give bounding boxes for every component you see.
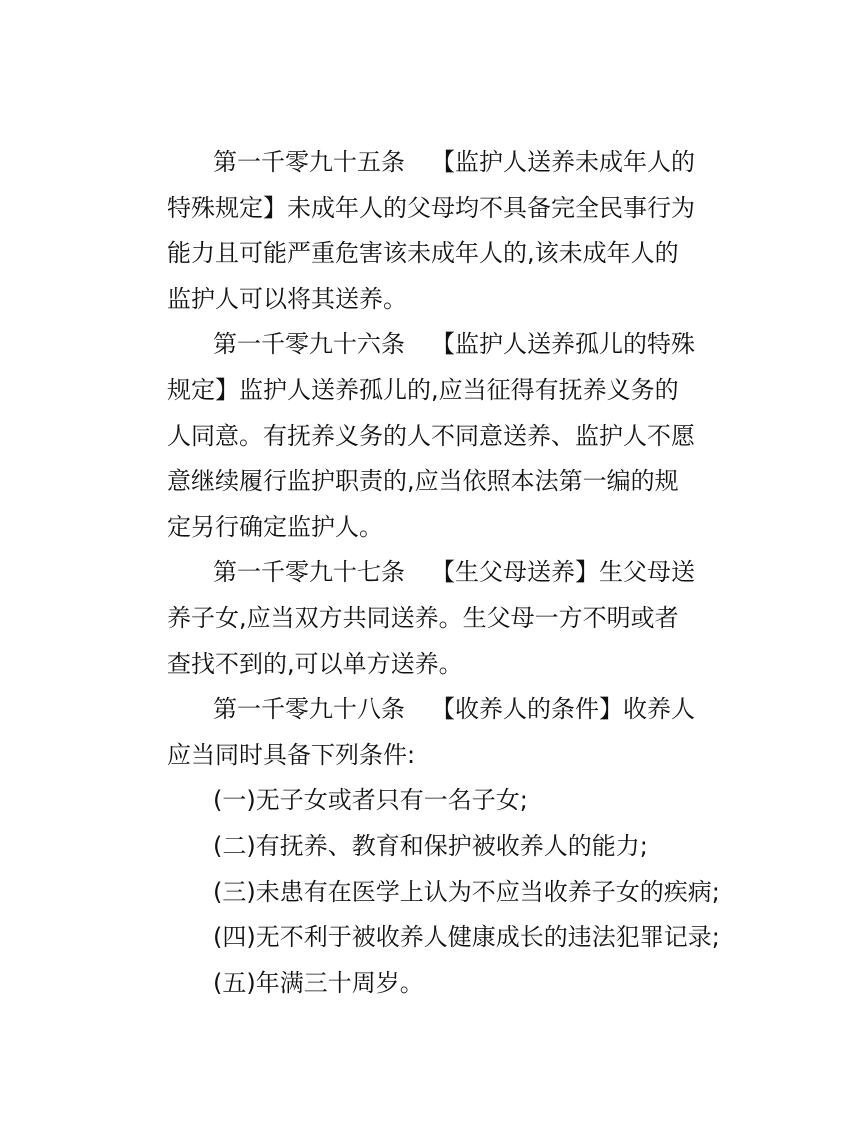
document-page [167,140,720,1006]
condition-item-2: (二)有抚养、教育和保护被收养人的能力; [213,831,648,860]
condition-item-4: (四)无不利于被收养人健康成长的违法犯罪记录; [213,923,720,952]
article-1098 [167,687,697,778]
article-number: 第一千零九十六条 [213,330,405,359]
article-body: 【生父母送养】生父母送养子女,应当双方共同送养。生父母一方不明或者查找不到的,可以单方送养。 [167,558,695,678]
article-body: 【监护人送养孤儿的特殊规定】监护人送养孤儿的,应当征得有抚养义务的人同意。有抚养义务的人不同意送养、监护人不愿意继续履行监护职责的,应当依照本法第一编的规定另行确定监护人。 [167,330,695,541]
article-number: 第一千零九十五条 [213,148,405,176]
article-body: 【收养人的条件】收养人应当同时具备下列条件: [167,695,695,769]
article-1096 [167,322,697,550]
condition-item-5: (五)年满三十周岁。 [213,968,424,997]
article-body: 【监护人送养未成年人的特殊规定】未成年人的父母均不具备完全民事行为能力且可能严重危害该未成年人的,该未成年人的监护人可以将其送养。 [167,148,695,313]
article-1097 [167,550,697,687]
condition-item-1: (一)无子女或者只有一名子女; [213,786,528,815]
condition-item-3: (三)未患有在医学上认为不应当收养子女的疾病; [213,877,720,906]
article-number: 第一千零九十八条 [213,695,405,724]
article-number: 第一千零九十七条 [213,558,405,587]
article-1095 [167,140,697,322]
